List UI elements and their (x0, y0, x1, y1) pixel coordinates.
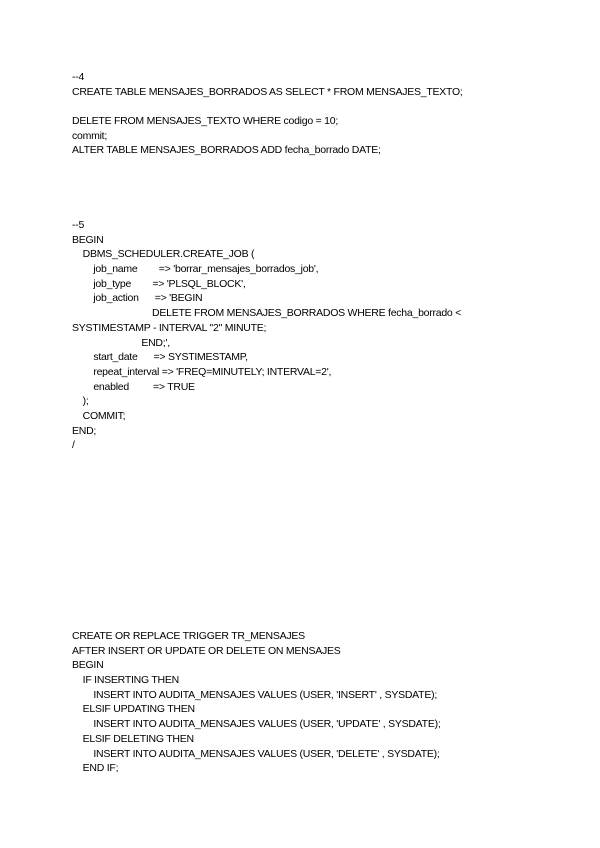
code-line: END IF; (72, 762, 119, 775)
code-line: ELSIF DELETING THEN (72, 732, 194, 745)
code-line: CREATE TABLE MENSAJES_BORRADOS AS SELECT * FROM MENSAJES_TEXTO; (72, 85, 463, 98)
code-line: repeat_interval => 'FREQ=MINUTELY; INTERVAL=2', (72, 365, 332, 378)
code-line: job_action => 'BEGIN (72, 292, 203, 305)
code-line: DELETE FROM MENSAJES_BORRADOS WHERE fecha_borrado < (72, 307, 462, 320)
code-line: IF INSERTING THEN (72, 674, 179, 687)
code-line: COMMIT; (72, 409, 126, 422)
code-line: ELSIF UPDATING THEN (72, 703, 195, 716)
code-line: enabled => TRUE (72, 380, 195, 393)
code-block-5 (72, 218, 461, 453)
code-line: INSERT INTO AUDITA_MENSAJES VALUES (USER, 'INSERT' , SYSDATE); (72, 688, 437, 701)
code-line: ); (72, 395, 89, 408)
code-line: INSERT INTO AUDITA_MENSAJES VALUES (USER, 'UPDATE' , SYSDATE); (72, 718, 441, 731)
code-line: BEGIN (72, 233, 104, 246)
code-line: / (72, 439, 75, 452)
code-block-trigger (72, 629, 440, 776)
code-line: INSERT INTO AUDITA_MENSAJES VALUES (USER, 'DELETE' , SYSDATE); (72, 747, 440, 760)
code-line: --4 (72, 71, 85, 83)
code-line: END; (72, 424, 97, 437)
code-line: ALTER TABLE MENSAJES_BORRADOS ADD fecha_borrado DATE; (72, 144, 381, 157)
code-line: --5 (72, 219, 85, 231)
code-line: job_type => 'PLSQL_BLOCK', (72, 277, 246, 290)
code-line: DBMS_SCHEDULER.CREATE_JOB ( (72, 248, 255, 261)
code-block-4 (72, 70, 463, 158)
code-line: END;', (72, 336, 170, 349)
code-line: SYSTIMESTAMP - INTERVAL ''2'' MINUTE; (72, 321, 267, 334)
code-line: DELETE FROM MENSAJES_TEXTO WHERE codigo = 10; (72, 115, 339, 128)
blank-line (72, 99, 463, 114)
code-line: start_date => SYSTIMESTAMP, (72, 351, 248, 364)
code-line: CREATE OR REPLACE TRIGGER TR_MENSAJES (72, 630, 305, 642)
code-line: AFTER INSERT OR UPDATE OR DELETE ON MENSAJES (72, 644, 341, 657)
code-line: BEGIN (72, 659, 104, 672)
code-line: commit; (72, 129, 107, 142)
code-line: job_name => 'borrar_mensajes_borrados_job', (72, 263, 319, 276)
